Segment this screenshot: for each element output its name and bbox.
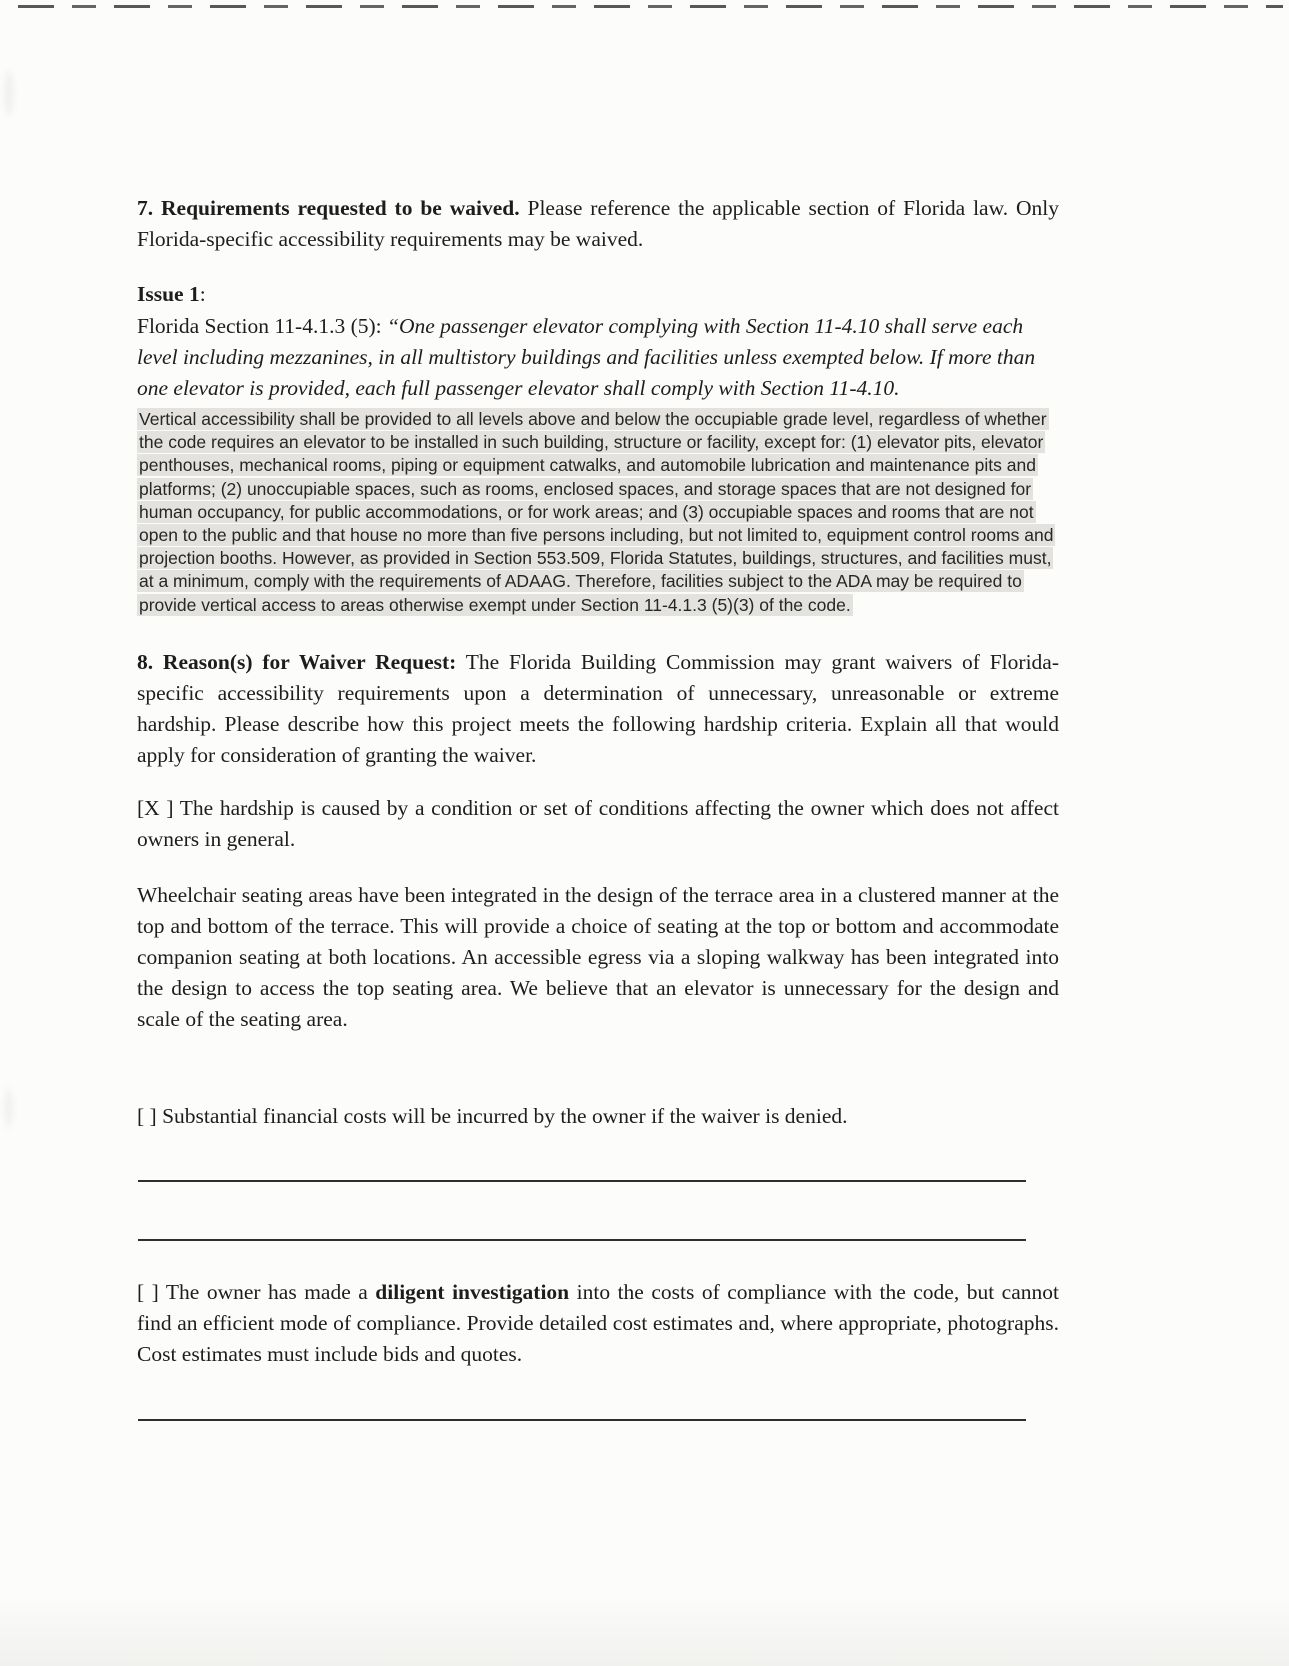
issue1-citation-intro: Florida Section 11-4.1.3 (5): [137,314,388,338]
section7-body: Please reference the applicable section of Florida law. Only Florida-specific accessibility requirements may be waived. [137,196,1059,251]
checkbox3-mark: [ ] [137,1279,166,1304]
issue1-label: Issue 1 [137,282,200,306]
checkbox1-text: The hardship is caused by a condition or set of conditions affecting the owner which does not affect owners in general. [137,795,1059,851]
hardship-checkbox-paragraph [137,793,1059,855]
checkbox3-bold-phrase: diligent investigation [375,1279,570,1304]
checkbox2-text: Substantial financial costs will be incurred by the owner if the waiver is denied. [162,1103,848,1128]
checkbox1-mark: [X ] [137,795,180,820]
code-excerpt-text: Vertical accessibility shall be provided to all levels above and below the occupiable grade level, regardless of whether the code requires an elevator to be installed in such building, structure or facility, except for: (1) elevator pits, elevator penthouses, mechanical rooms, piping or equipment catwalks, and automobile lubrication and maintenance pits and platforms; (2) unoccupiable spaces, such as rooms, enclosed spaces, and storage spaces that are not designed for human occupancy, for public accommodations, or for work areas; and (3) occupiable spaces and rooms that are not open to the public and that house no more than five persons including, but not limited to, equipment control rooms and projection booths. However, as provided in Section 553.509, Florida Statutes, buildings, structures, and facilities must, at a minimum, comply with the requirements of ADAAG. Therefore, facilities subject to the ADA may be required to provide vertical access to areas otherwise exempt under Section 11-4.1.3 (5)(3) of the code. [139,409,1054,615]
investigation-checkbox-paragraph [137,1277,1059,1370]
section7-heading: 7. Requirements requested to be waived. [137,196,520,220]
hardship-response-paragraph [137,880,1059,1035]
blank-answer-line-2 [138,1239,1026,1241]
checkbox2-mark: [ ] [137,1103,163,1128]
section8-heading: 8. Reason(s) for Waiver Request: [137,649,457,674]
scan-smudge [4,70,14,116]
section8-body: The Florida Building Commission may grant waivers of Florida-specific accessibility requirements upon a determination of unnecessary, unreasonable or extreme hardship. Please describe how this project meets the following hardship criteria. Explain all that would apply for consideration of granting the waiver. [137,649,1059,767]
checkbox3-text-post: into the costs of compliance with the code, but cannot find an efficient mode of compliance. Provide detailed cost estimates and, where appropriate, photographs. Cost estimates must include bids and quotes. [137,1279,1059,1366]
blank-answer-line-3 [138,1419,1026,1421]
scan-bottom-shading [0,1596,1289,1666]
issue1-quote: “One passenger elevator complying with Section 11-4.10 shall serve each level including mezzanines, in all multistory buildings and facilities unless exempted below. If more than one elevator is provided, each full passenger elevator shall comply with Section 11-4.10. [137,314,1036,400]
scan-artifact-top-edge [18,5,1283,8]
issue1-label-colon: : [199,282,206,306]
blank-answer-line-1 [138,1180,1026,1182]
issue1-citation [137,311,1059,404]
financial-cost-checkbox-paragraph [137,1101,1059,1132]
hardship-response-text: Wheelchair seating areas have been integrated in the design of the terrace area in a clustered manner at the top and bottom of the terrace. This will provide a choice of seating at the top or bottom and accommodate companion seating at both locations. An accessible egress via a sloping walkway has been integrated into the design to access the top seating area. We believe that an elevator is unnecessary for the design and scale of the seating area. [137,882,1059,1031]
scan-smudge [4,1088,13,1128]
checkbox3-text-pre: The owner has made a [165,1279,376,1304]
section8-paragraph [137,647,1059,771]
code-excerpt [137,408,1059,617]
issue1-heading [137,279,1059,310]
page-content [137,193,1059,1421]
section7-paragraph [137,193,1059,255]
